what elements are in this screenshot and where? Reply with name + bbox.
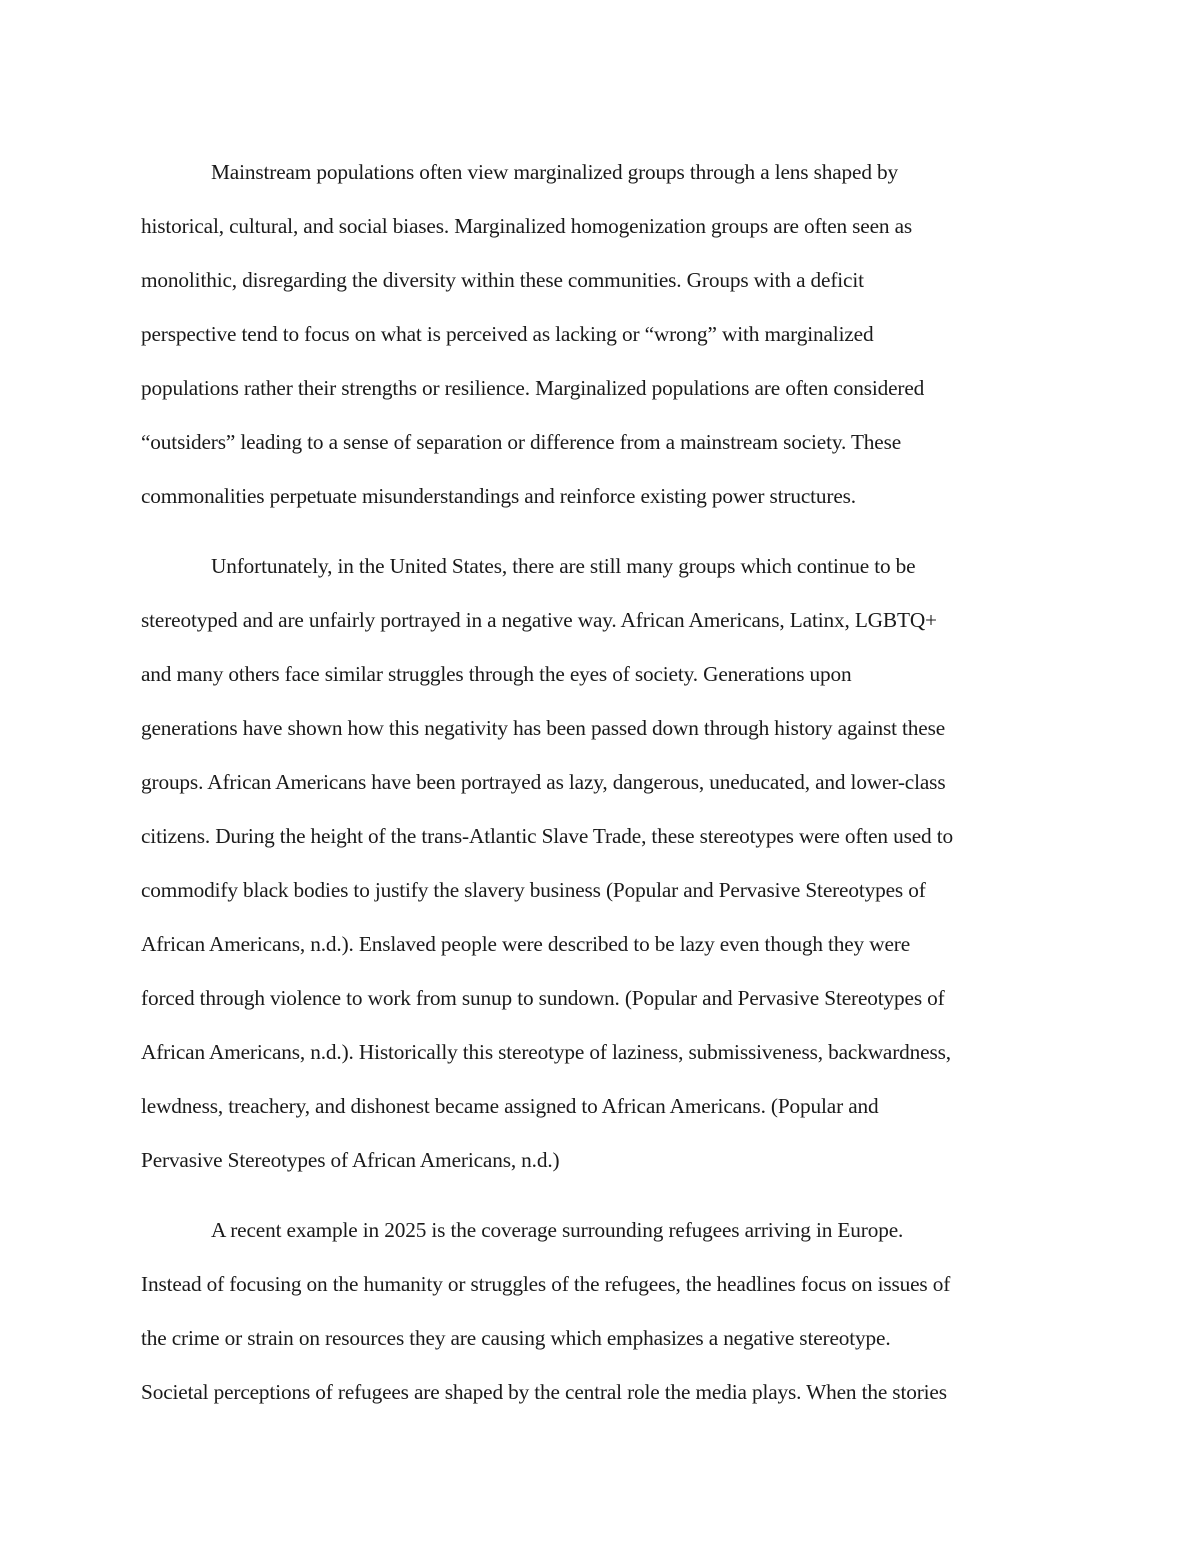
paragraph-spacer <box>141 532 1059 548</box>
paragraph-3 <box>141 1212 1059 1428</box>
text-line: forced through violence to work from sunup to sundown. (Popular and Pervasive Stereotypes of <box>141 986 945 1010</box>
text-line: and many others face similar struggles through the eyes of society. Generations upon <box>141 662 852 686</box>
paragraph-1 <box>141 154 1059 532</box>
text-line: Societal perceptions of refugees are shaped by the central role the media plays. When the stories <box>141 1380 947 1404</box>
text-line: monolithic, disregarding the diversity within these communities. Groups with a deficit <box>141 268 864 292</box>
text-line: African Americans, n.d.). Historically this stereotype of laziness, submissiveness, backwardness, <box>141 1040 951 1064</box>
text-line: commodify black bodies to justify the slavery business (Popular and Pervasive Stereotypes of <box>141 878 926 902</box>
text-line: perspective tend to focus on what is perceived as lacking or “wrong” with marginalized <box>141 322 874 346</box>
text-line: African Americans, n.d.). Enslaved people were described to be lazy even though they were <box>141 932 911 956</box>
text-line: stereotyped and are unfairly portrayed in a negative way. African Americans, Latinx, LGBTQ+ <box>141 608 937 632</box>
text-line: the crime or strain on resources they are causing which emphasizes a negative stereotype. <box>141 1326 891 1350</box>
text-line: Pervasive Stereotypes of African Americans, n.d.) <box>141 1148 560 1172</box>
text-line: generations have shown how this negativity has been passed down through history against these <box>141 716 946 740</box>
text-line: Unfortunately, in the United States, there are still many groups which continue to be <box>211 554 916 578</box>
text-line: A recent example in 2025 is the coverage surrounding refugees arriving in Europe. <box>211 1218 904 1242</box>
text-line: commonalities perpetuate misunderstandings and reinforce existing power structures. <box>141 484 856 508</box>
text-line: populations rather their strengths or resilience. Marginalized populations are often considered <box>141 376 925 400</box>
paragraph-spacer <box>141 1196 1059 1212</box>
text-line: Mainstream populations often view marginalized groups through a lens shaped by <box>211 160 899 184</box>
text-line: historical, cultural, and social biases. Marginalized homogenization groups are often seen as <box>141 214 913 238</box>
text-line: lewdness, treachery, and dishonest became assigned to African Americans. (Popular and <box>141 1094 879 1118</box>
paragraph-2 <box>141 548 1059 1196</box>
document-body <box>141 154 1059 1428</box>
text-line: “outsiders” leading to a sense of separation or difference from a mainstream society. These <box>141 430 902 454</box>
text-line: groups. African Americans have been portrayed as lazy, dangerous, uneducated, and lower-class <box>141 770 946 794</box>
text-line: Instead of focusing on the humanity or struggles of the refugees, the headlines focus on issues of <box>141 1272 951 1296</box>
text-line: citizens. During the height of the trans-Atlantic Slave Trade, these stereotypes were often used to <box>141 824 953 848</box>
